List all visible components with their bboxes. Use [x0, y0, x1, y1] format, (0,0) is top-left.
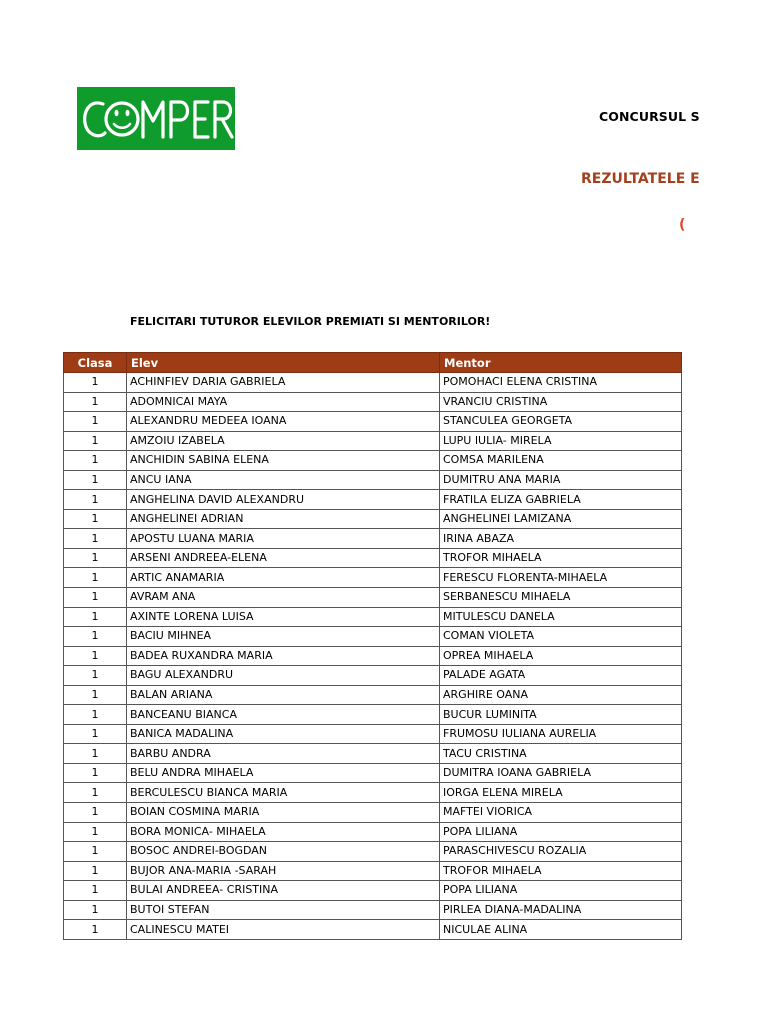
cell-clasa: 1 [64, 763, 127, 783]
cell-elev: BUJOR ANA-MARIA -SARAH [127, 861, 440, 881]
cell-elev: ARTIC ANAMARIA [127, 568, 440, 588]
cell-clasa: 1 [64, 627, 127, 647]
cell-elev: AXINTE LORENA LUISA [127, 607, 440, 627]
cell-elev: ACHINFIEV DARIA GABRIELA [127, 373, 440, 393]
table-row [64, 803, 682, 823]
cell-clasa: 1 [64, 705, 127, 725]
table-row [64, 588, 682, 608]
cell-mentor: ARGHIRE OANA [440, 685, 682, 705]
cell-mentor: PALADE AGATA [440, 666, 682, 686]
cell-elev: CALINESCU MATEI [127, 920, 440, 940]
comper-logo [77, 87, 235, 150]
table-row [64, 607, 682, 627]
column-header-elev: Elev [127, 353, 440, 373]
cell-elev: ANCU IANA [127, 470, 440, 490]
cell-elev: BERCULESCU BIANCA MARIA [127, 783, 440, 803]
cell-mentor: DUMITRU ANA MARIA [440, 470, 682, 490]
cell-elev: BANCEANU BIANCA [127, 705, 440, 725]
cell-elev: BORA MONICA- MIHAELA [127, 822, 440, 842]
cell-mentor: IRINA ABAZA [440, 529, 682, 549]
cell-mentor: STANCULEA GEORGETA [440, 412, 682, 432]
cell-mentor: FRUMOSU IULIANA AURELIA [440, 724, 682, 744]
cell-elev: ADOMNICAI MAYA [127, 392, 440, 412]
table-row [64, 451, 682, 471]
cell-elev: ARSENI ANDREEA-ELENA [127, 548, 440, 568]
table-row [64, 470, 682, 490]
table-body [64, 373, 682, 940]
cell-elev: BACIU MIHNEA [127, 627, 440, 647]
cell-elev: BELU ANDRA MIHAELA [127, 763, 440, 783]
cell-clasa: 1 [64, 412, 127, 432]
cell-mentor: LUPU IULIA- MIRELA [440, 431, 682, 451]
table-row [64, 373, 682, 393]
column-header-mentor: Mentor [440, 353, 682, 373]
table-row [64, 627, 682, 647]
cell-mentor: COMAN VIOLETA [440, 627, 682, 647]
cell-elev: BADEA RUXANDRA MARIA [127, 646, 440, 666]
table-row [64, 392, 682, 412]
cell-elev: BARBU ANDRA [127, 744, 440, 764]
table-row [64, 861, 682, 881]
cell-mentor: OPREA MIHAELA [440, 646, 682, 666]
cell-mentor: PIRLEA DIANA-MADALINA [440, 900, 682, 920]
cell-mentor: VRANCIU CRISTINA [440, 392, 682, 412]
cell-mentor: POMOHACI ELENA CRISTINA [440, 373, 682, 393]
table-row [64, 744, 682, 764]
cell-elev: BOSOC ANDREI-BOGDAN [127, 842, 440, 862]
cell-clasa: 1 [64, 588, 127, 608]
cell-clasa: 1 [64, 470, 127, 490]
cell-mentor: SERBANESCU MIHAELA [440, 588, 682, 608]
cell-mentor: TROFOR MIHAELA [440, 548, 682, 568]
table-row [64, 842, 682, 862]
column-header-clasa: Clasa [64, 353, 127, 373]
cell-clasa: 1 [64, 451, 127, 471]
cell-clasa: 1 [64, 920, 127, 940]
cell-clasa: 1 [64, 685, 127, 705]
cell-elev: ANGHELINEI ADRIAN [127, 509, 440, 529]
cell-elev: ANGHELINA DAVID ALEXANDRU [127, 490, 440, 510]
cell-elev: ALEXANDRU MEDEEA IOANA [127, 412, 440, 432]
cell-clasa: 1 [64, 724, 127, 744]
cell-clasa: 1 [64, 783, 127, 803]
cell-clasa: 1 [64, 568, 127, 588]
cell-elev: APOSTU LUANA MARIA [127, 529, 440, 549]
table-row [64, 822, 682, 842]
cell-mentor: PARASCHIVESCU ROZALIA [440, 842, 682, 862]
cell-elev: BALAN ARIANA [127, 685, 440, 705]
table-row [64, 881, 682, 901]
cell-elev: AMZOIU IZABELA [127, 431, 440, 451]
table-row [64, 490, 682, 510]
cell-mentor: TROFOR MIHAELA [440, 861, 682, 881]
cell-elev: BUTOI STEFAN [127, 900, 440, 920]
results-table [63, 352, 682, 940]
cell-clasa: 1 [64, 822, 127, 842]
table-row [64, 646, 682, 666]
cell-clasa: 1 [64, 392, 127, 412]
contest-title: CONCURSUL S [599, 109, 700, 124]
comper-logo-graphic [77, 87, 235, 150]
cell-elev: BULAI ANDREEA- CRISTINA [127, 881, 440, 901]
cell-clasa: 1 [64, 744, 127, 764]
cell-elev: BANICA MADALINA [127, 724, 440, 744]
cell-mentor: BUCUR LUMINITA [440, 705, 682, 725]
cell-clasa: 1 [64, 490, 127, 510]
cell-clasa: 1 [64, 646, 127, 666]
cell-elev: AVRAM ANA [127, 588, 440, 608]
cell-mentor: COMSA MARILENA [440, 451, 682, 471]
cell-elev: BAGU ALEXANDRU [127, 666, 440, 686]
cell-mentor: NICULAE ALINA [440, 920, 682, 940]
table-row [64, 900, 682, 920]
table-row [64, 705, 682, 725]
table-row [64, 412, 682, 432]
cell-mentor: MITULESCU DANELA [440, 607, 682, 627]
congratulations-text: FELICITARI TUTUROR ELEVILOR PREMIATI SI MENTORILOR! [130, 315, 491, 328]
table-row [64, 568, 682, 588]
cell-clasa: 1 [64, 900, 127, 920]
cell-mentor: MAFTEI VIORICA [440, 803, 682, 823]
cell-clasa: 1 [64, 842, 127, 862]
cell-clasa: 1 [64, 861, 127, 881]
cell-clasa: 1 [64, 548, 127, 568]
cell-clasa: 1 [64, 666, 127, 686]
cell-mentor: FERESCU FLORENTA-MIHAELA [440, 568, 682, 588]
table-row [64, 509, 682, 529]
cell-mentor: POPA LILIANA [440, 881, 682, 901]
cell-clasa: 1 [64, 607, 127, 627]
cell-mentor: ANGHELINEI LAMIZANA [440, 509, 682, 529]
cell-clasa: 1 [64, 881, 127, 901]
table-row [64, 763, 682, 783]
cell-elev: ANCHIDIN SABINA ELENA [127, 451, 440, 471]
cell-mentor: POPA LILIANA [440, 822, 682, 842]
table-row [64, 783, 682, 803]
table-row [64, 529, 682, 549]
cell-clasa: 1 [64, 529, 127, 549]
cell-clasa: 1 [64, 431, 127, 451]
table-header-row [64, 353, 682, 373]
cell-clasa: 1 [64, 803, 127, 823]
cell-elev: BOIAN COSMINA MARIA [127, 803, 440, 823]
results-subtitle: ( [679, 217, 686, 233]
cell-mentor: IORGA ELENA MIRELA [440, 783, 682, 803]
table-row [64, 431, 682, 451]
cell-mentor: DUMITRA IOANA GABRIELA [440, 763, 682, 783]
cell-mentor: TACU CRISTINA [440, 744, 682, 764]
table-row [64, 920, 682, 940]
cell-clasa: 1 [64, 373, 127, 393]
results-title: REZULTATELE E [581, 171, 700, 187]
table-row [64, 666, 682, 686]
table-row [64, 685, 682, 705]
cell-clasa: 1 [64, 509, 127, 529]
table-row [64, 548, 682, 568]
smiley-face-icon [115, 110, 130, 116]
table-row [64, 724, 682, 744]
cell-mentor: FRATILA ELIZA GABRIELA [440, 490, 682, 510]
